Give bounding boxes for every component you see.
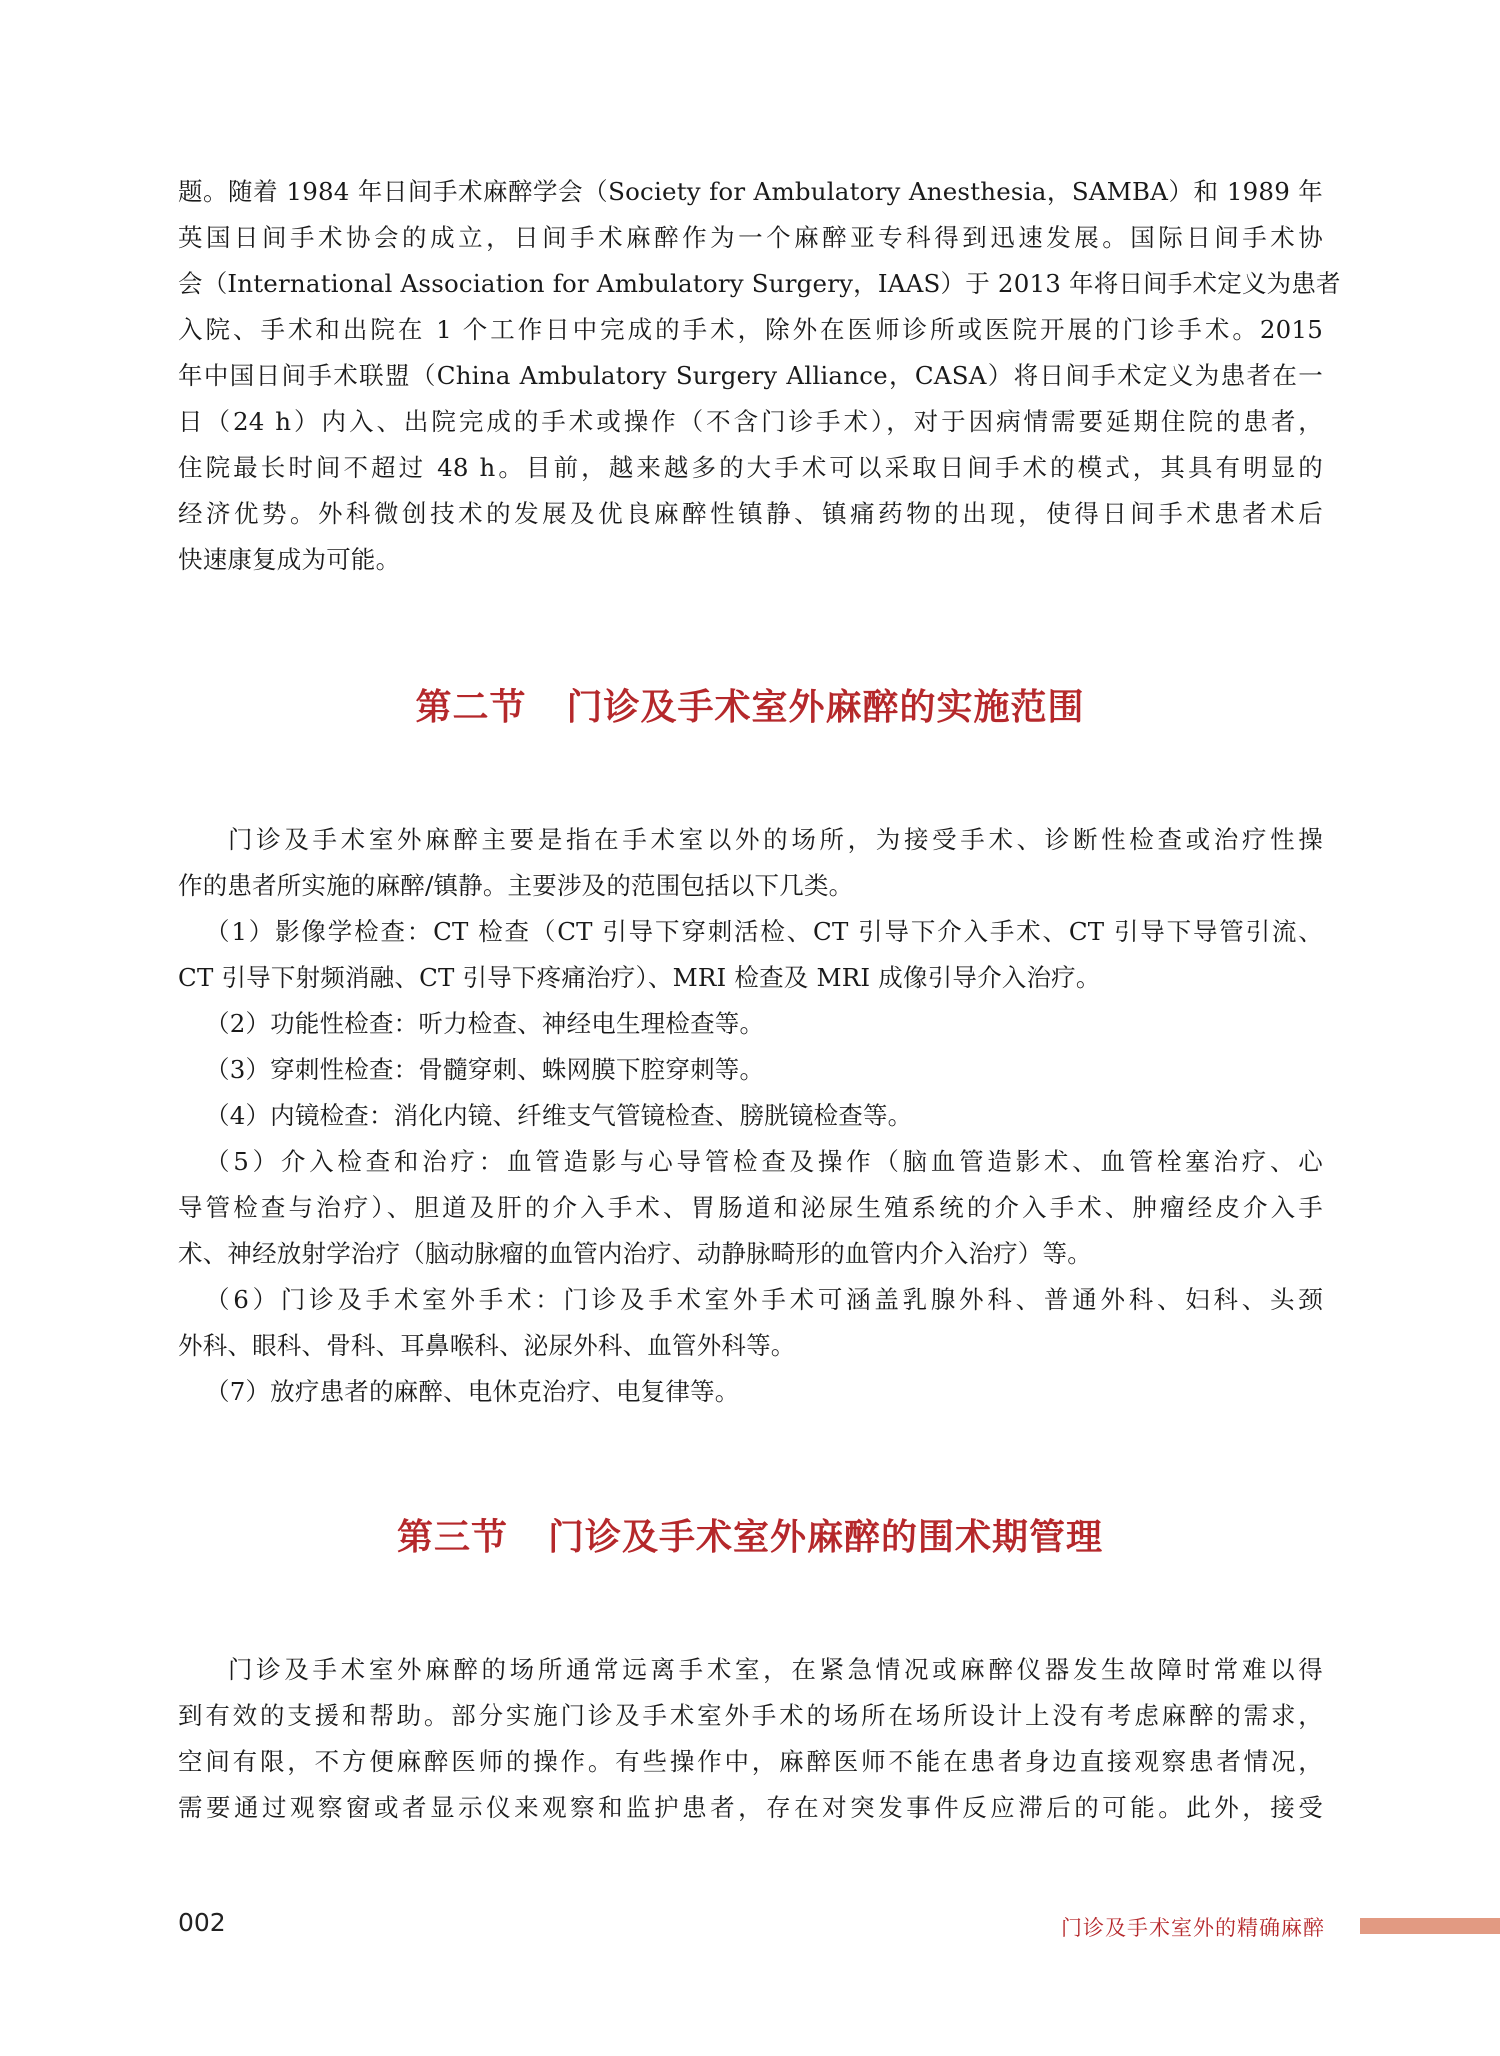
intro-line-7: 住院最长时间不超过 48 h。目前，越来越多的大手术可以采取日间手术的模式，其具有明显的 (178, 453, 1323, 482)
intro-line-9: 快速康复成为可能。 (178, 545, 401, 574)
section-2-number: 第二节 (415, 687, 527, 728)
s3-line-3: 空间有限，不方便麻醉医师的操作。有些操作中，麻醉医师不能在患者身边直接观察患者情况， (178, 1747, 1323, 1776)
s2-line-13: （7）放疗患者的麻醉、电休克治疗、电复律等。 (205, 1377, 740, 1406)
footer-accent-bar (1360, 1918, 1500, 1934)
intro-line-4: 入院、手术和出院在 1 个工作日中完成的手术，除外在医师诊所或医院开展的门诊手术。2015 (178, 315, 1323, 344)
page-number: 002 (178, 1908, 226, 1937)
s2-line-8: （5）介入检查和治疗：血管造影与心导管检查及操作（脑血管造影术、血管栓塞治疗、心 (205, 1147, 1323, 1176)
s3-line-4: 需要通过观察窗或者显示仪来观察和监护患者，存在对突发事件反应滞后的可能。此外，接受 (178, 1793, 1323, 1822)
s2-line-5: （2）功能性检查：听力检查、神经电生理检查等。 (205, 1009, 765, 1038)
intro-line-3: 会（International Association for Ambulatory Surgery，IAAS）于 2013 年将日间手术定义为患者 (178, 269, 1341, 298)
s3-line-1: 门诊及手术室外麻醉的场所通常远离手术室，在紧急情况或麻醉仪器发生故障时常难以得 (228, 1655, 1323, 1684)
s3-line-2: 到有效的支援和帮助。部分实施门诊及手术室外手术的场所在场所设计上没有考虑麻醉的需求， (178, 1701, 1323, 1730)
s2-line-7: （4）内镜检查：消化内镜、纤维支气管镜检查、膀胱镜检查等。 (205, 1101, 913, 1130)
section-3-heading (0, 1514, 1500, 1562)
s2-line-11: （6）门诊及手术室外手术：门诊及手术室外手术可涵盖乳腺外科、普通外科、妇科、头颈 (205, 1285, 1323, 1314)
intro-line-5: 年中国日间手术联盟（China Ambulatory Surgery Alliance，CASA）将日间手术定义为患者在一 (178, 361, 1323, 390)
s2-line-6: （3）穿刺性检查：骨髓穿刺、蛛网膜下腔穿刺等。 (205, 1055, 765, 1084)
section-3-title: 门诊及手术室外麻醉的围术期管理 (548, 1517, 1104, 1558)
s2-line-12: 外科、眼科、骨科、耳鼻喉科、泌尿外科、血管外科等。 (178, 1331, 796, 1360)
running-title: 门诊及手术室外的精确麻醉 (1061, 1916, 1325, 1940)
section-2-heading (0, 684, 1500, 732)
s2-line-1: 门诊及手术室外麻醉主要是指在手术室以外的场所，为接受手术、诊断性检查或治疗性操 (228, 825, 1323, 854)
intro-line-2: 英国日间手术协会的成立，日间手术麻醉作为一个麻醉亚专科得到迅速发展。国际日间手术协 (178, 223, 1323, 252)
intro-line-8: 经济优势。外科微创技术的发展及优良麻醉性镇静、镇痛药物的出现，使得日间手术患者术后 (178, 499, 1323, 528)
intro-line-6: 日（24 h）内入、出院完成的手术或操作（不含门诊手术），对于因病情需要延期住院的患者， (178, 407, 1323, 436)
s2-line-10: 术、神经放射学治疗（脑动脉瘤的血管内治疗、动静脉畸形的血管内介入治疗）等。 (178, 1239, 1092, 1268)
section-2-title: 门诊及手术室外麻醉的实施范围 (566, 687, 1085, 728)
s2-line-2: 作的患者所实施的麻醉/镇静。主要涉及的范围包括以下几类。 (178, 871, 854, 900)
section-3-number: 第三节 (396, 1517, 508, 1558)
s2-line-3: （1）影像学检查：CT 检查（CT 引导下穿刺活检、CT 引导下介入手术、CT 引导下导管引流、 (205, 917, 1323, 946)
s2-line-9: 导管检查与治疗）、胆道及肝的介入手术、胃肠道和泌尿生殖系统的介入手术、肿瘤经皮介入手 (178, 1193, 1323, 1222)
s2-line-4: CT 引导下射频消融、CT 引导下疼痛治疗）、MRI 检查及 MRI 成像引导介入治疗。 (178, 963, 1101, 992)
intro-line-1: 题。随着 1984 年日间手术麻醉学会（Society for Ambulatory Anesthesia，SAMBA）和 1989 年 (178, 177, 1323, 206)
